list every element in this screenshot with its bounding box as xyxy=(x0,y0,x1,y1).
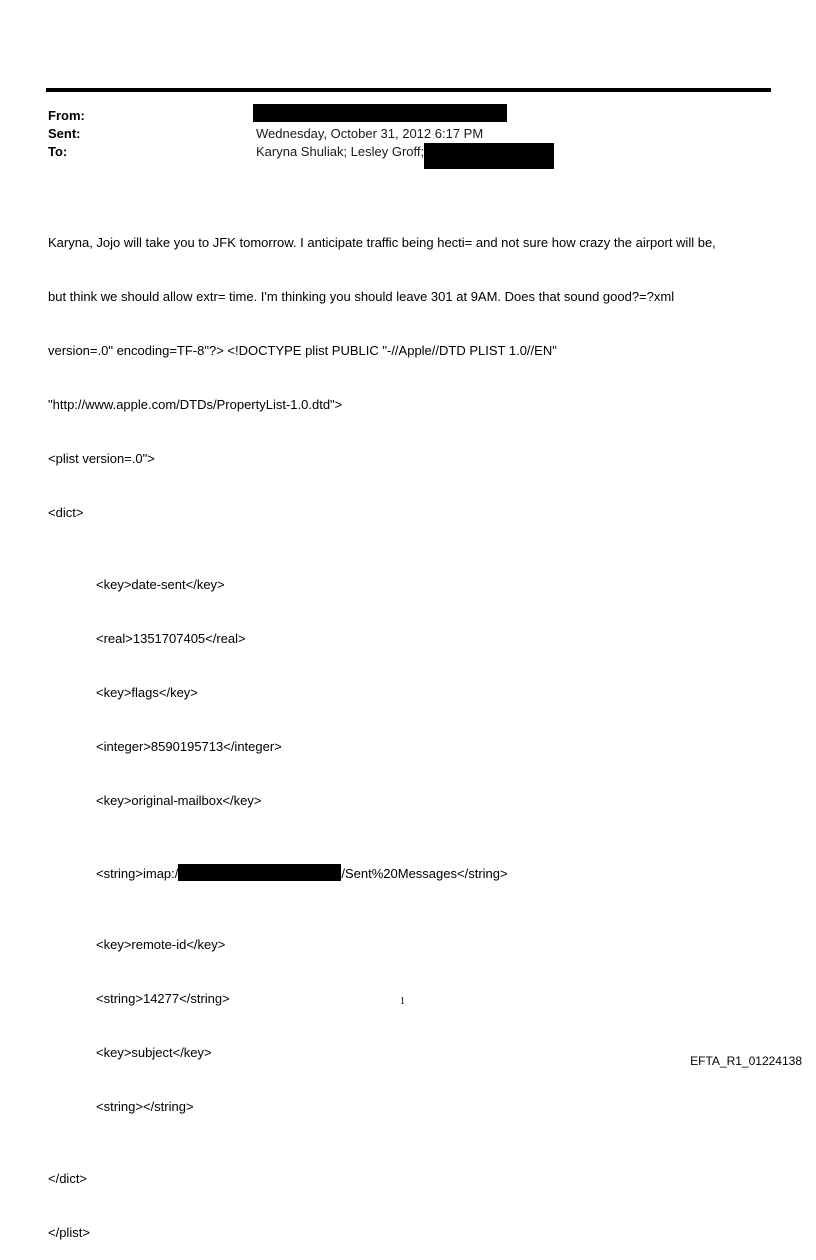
body-line: "http://www.apple.com/DTDs/PropertyList-1.0.dtd"> xyxy=(48,397,343,412)
imap-suffix: /Sent%20Messages</string> xyxy=(341,866,508,881)
redacted-sender xyxy=(253,104,507,122)
dict-line: <string>14277</string> xyxy=(96,991,230,1006)
redacted-mailbox xyxy=(178,864,341,881)
dict-line: <key>flags</key> xyxy=(96,685,198,700)
body-line: <dict> xyxy=(48,505,84,520)
to-value: Karyna Shuliak; Lesley Groff; xyxy=(256,144,425,159)
dict-line: <key>original-mailbox</key> xyxy=(96,793,262,808)
dict-line: <integer>8590195713</integer> xyxy=(96,739,282,754)
dict-line: <string></string> xyxy=(96,1099,194,1114)
page-number: 1 xyxy=(400,996,405,1007)
message-body xyxy=(48,198,768,1260)
imap-line xyxy=(48,864,768,882)
document-id: EFTA_R1_01224138 xyxy=(690,1054,802,1068)
closing-line: </plist> xyxy=(48,1225,90,1240)
sent-value: Wednesday, October 31, 2012 6:17 PM xyxy=(256,126,484,141)
header-rule xyxy=(46,88,771,92)
to-label: To: xyxy=(48,144,68,159)
dict-line: <key>subject</key> xyxy=(96,1045,212,1060)
body-line: version=.0" encoding=TF-8"?> <!DOCTYPE plist PUBLIC "-//Apple//DTD PLIST 1.0//EN" xyxy=(48,343,557,358)
imap-prefix: <string>imap:/ xyxy=(96,866,179,881)
dict-line: <key>remote-id</key> xyxy=(96,937,226,952)
sent-label: Sent: xyxy=(48,126,81,141)
dict-line: <real>1351707405</real> xyxy=(96,631,246,646)
from-label: From: xyxy=(48,108,85,123)
body-line: but think we should allow extr= time. I'm thinking you should leave 301 at 9AM. Does that sound good?=?xml xyxy=(48,289,675,304)
body-line: <plist version=.0"> xyxy=(48,451,155,466)
closing-line: </dict> xyxy=(48,1171,88,1186)
dict-line: <key>date-sent</key> xyxy=(96,577,225,592)
redacted-recipient xyxy=(424,143,554,169)
body-line: Karyna, Jojo will take you to JFK tomorrow. I anticipate traffic being hecti= and not sure how crazy the airport will be, xyxy=(48,235,716,250)
